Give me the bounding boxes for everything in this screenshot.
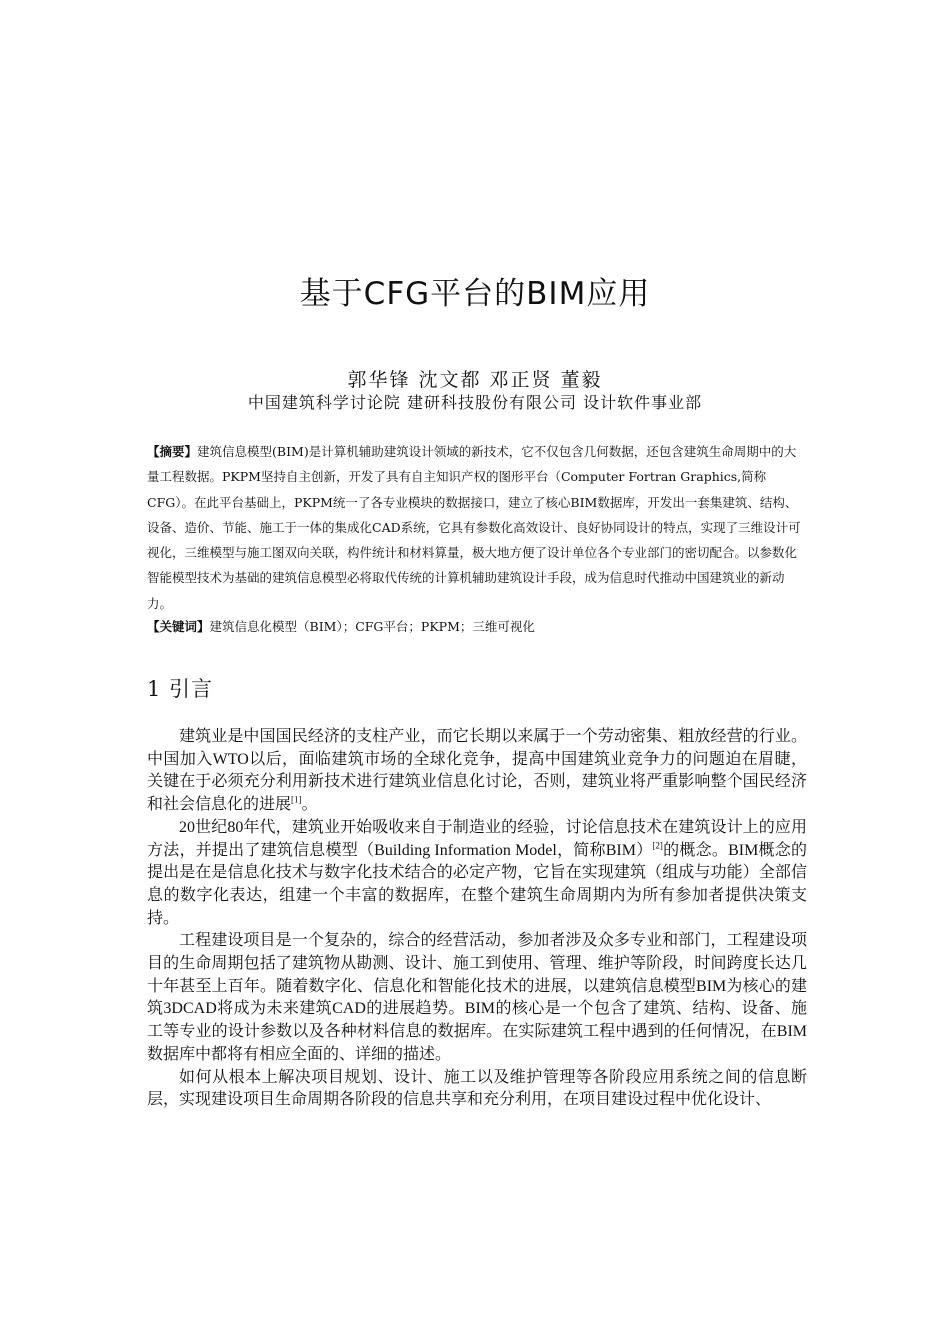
abstract-text: 建筑信息模型(BIM)是计算机辅助建筑设计领域的新技术，它不仅包含几何数据，还包含建筑生命周期中的大量工程数据。PKPM坚持自主创新，开发了具有自主知识产权的图形平台（Computer Fortran Graphics,简称CFG）。在此平台基础上，PKPM统一了各专业模块的数据接口，建立了核心BIM数据库，开发出一套集建筑、结构、设备、造价、节能、施工于一体的集成化CAD系统，它具有参数化高效设计、良好协同设计的特点，实现了三维设计可视化，三维模型与施工图双向关联，构件统计和材料算量，极大地方便了设计单位各个专业部门的密切配合。以参数化智能模型技术为基础的建筑信息模型必将取代传统的计算机辅助建筑设计手段，成为信息时代推动中国建筑业的新动力。 xyxy=(147,444,801,611)
paragraph-2-text-b: 的概念。BIM概念的提出是在是信息化技术与数字化技术结合的必定产物，它旨在实现建筑（组成与功能）全部信息的数字化表达，组建一个丰富的数据库，在整个建筑生命周期内为所有参加者提供决策支持。 xyxy=(147,841,807,927)
abstract-block xyxy=(147,439,807,616)
abstract-label: 【摘要】 xyxy=(147,444,198,459)
paragraph-1-end: 。 xyxy=(301,796,318,814)
paragraph-3: 工程建设项目是一个复杂的，综合的经营活动，参加者涉及众多专业和部门，工程建设项目的生命周期包括了建筑物从勘测、设计、施工到使用、管理、维护等阶段，时间跨度长达几十年甚至上百年。随着数字化、信息化和智能化技术的进展，以建筑信息模型BIM为核心的建筑3DCAD将成为未来建筑CAD的进展趋势。BIM的核心是一个包含了建筑、结构、设备、施工等专业的设计参数以及各种材料信息的数据库。在实际建筑工程中遇到的任何情况，在BIM数据库中都将有相应全面的、详细的描述。 xyxy=(147,932,807,1063)
paragraph-1-text: 建筑业是中国国民经济的支柱产业，而它长期以来属于一个劳动密集、粗放经营的行业。中国加入WTO以后，面临建筑市场的全球化竞争，提高中国建筑业竞争力的问题迫在眉睫，关键在于必须充分利用新技术进行建筑业信息化讨论，否则，建筑业将严重影响整个国民经济和社会信息化的进展 xyxy=(147,728,807,814)
body-text xyxy=(147,726,807,1112)
paragraph-1 xyxy=(147,726,807,817)
keywords-block xyxy=(147,614,807,639)
paragraph-2 xyxy=(147,817,807,931)
keywords-text: 建筑信息化模型（BIM）；CFG平台；PKPM；三维可视化 xyxy=(209,619,535,634)
keywords-label: 【关键词】 xyxy=(147,619,210,634)
paper-title: 基于CFG平台的BIM应用 xyxy=(299,276,651,312)
citation-1: [1] xyxy=(291,794,302,805)
section-heading-introduction: 1 引言 xyxy=(147,677,214,701)
citation-2: [2] xyxy=(652,840,663,851)
paragraph-4: 如何从根本上解决项目规划、设计、施工以及维护管理等各阶段应用系统之间的信息断层，实现建设项目生命周期各阶段的信息共享和充分利用，在项目建设过程中优化设计、 xyxy=(147,1068,807,1109)
paragraph-2-text-a: 20世纪80年代，建筑业开始吸收来自于制造业的经验，讨论信息技术在建筑设计上的应用方法，并提出了建筑信息模型（Building Information Model，简称BIM） xyxy=(147,818,807,859)
paper-authors: 郭华锋 沈文都 邓正贤 董毅 xyxy=(347,369,603,391)
paper-affiliation: 中国建筑科学讨论院 建研科技股份有限公司 设计软件事业部 xyxy=(247,393,703,412)
